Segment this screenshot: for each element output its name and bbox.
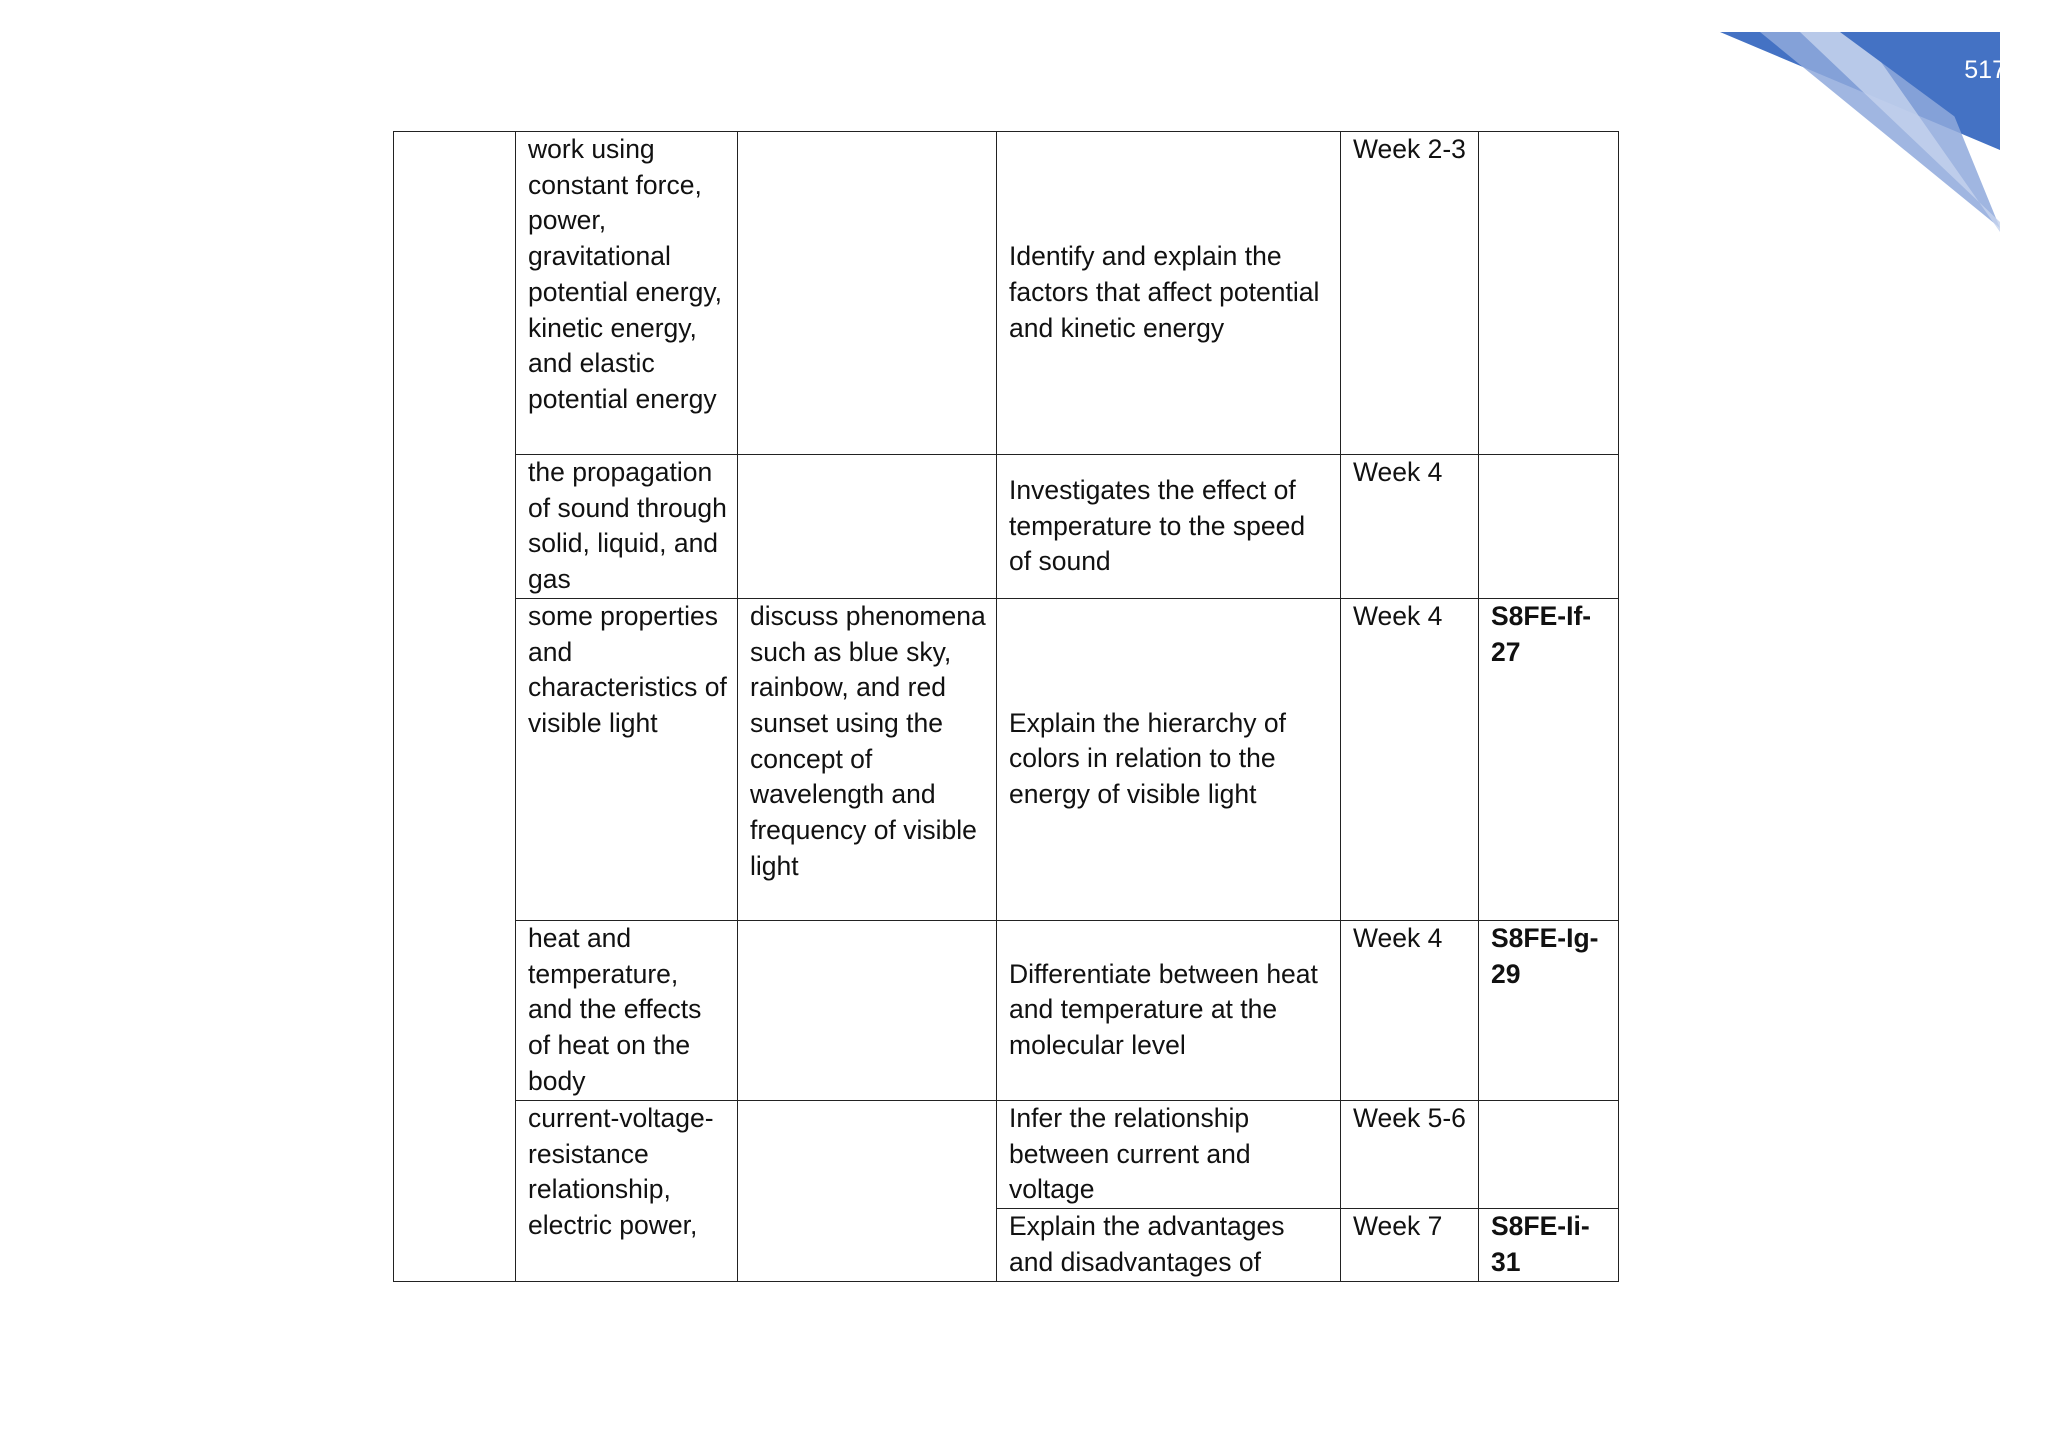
code-cell xyxy=(1479,1100,1619,1208)
performance-cell xyxy=(738,920,997,1100)
code-cell xyxy=(1479,132,1619,455)
week-cell: Week 5-6 xyxy=(1341,1100,1479,1208)
content-cell: current-voltage-resistance relationship, electric power, xyxy=(516,1100,738,1281)
performance-cell xyxy=(738,132,997,455)
code-cell xyxy=(1479,455,1619,599)
code-cell: S8FE-Ig-29 xyxy=(1479,920,1619,1100)
week-cell: Week 7 xyxy=(1341,1208,1479,1281)
competency-cell: Differentiate between heat and temperature at the molecular level xyxy=(997,920,1341,1100)
competency-cell: Explain the hierarchy of colors in relation to the energy of visible light xyxy=(997,598,1341,920)
content-cell: work using constant force, power, gravitational potential energy, kinetic energy, and elastic potential energy xyxy=(516,132,738,455)
code-cell: S8FE-If-27 xyxy=(1479,598,1619,920)
table-row xyxy=(394,455,1619,599)
page-number: 517 xyxy=(1964,56,2006,84)
week-cell: Week 4 xyxy=(1341,598,1479,920)
week-cell: Week 2-3 xyxy=(1341,132,1479,455)
competency-cell: Infer the relationship between current and voltage xyxy=(997,1100,1341,1208)
table-row xyxy=(394,132,1619,455)
table-row xyxy=(394,920,1619,1100)
week-cell: Week 4 xyxy=(1341,455,1479,599)
competency-cell: Investigates the effect of temperature to the speed of sound xyxy=(997,455,1341,599)
domain-cell xyxy=(394,132,516,1282)
competency-cell: Explain the advantages and disadvantages of xyxy=(997,1208,1341,1281)
performance-cell xyxy=(738,455,997,599)
week-cell: Week 4 xyxy=(1341,920,1479,1100)
performance-cell: discuss phenomena such as blue sky, rainbow, and red sunset using the concept of wavelength and frequency of visible light xyxy=(738,598,997,920)
performance-cell xyxy=(738,1100,997,1281)
table-row xyxy=(394,598,1619,920)
competency-cell: Identify and explain the factors that affect potential and kinetic energy xyxy=(997,132,1341,455)
code-cell: S8FE-Ii-31 xyxy=(1479,1208,1619,1281)
curriculum-table xyxy=(393,131,1619,1282)
table-row xyxy=(394,1100,1619,1208)
content-cell: the propagation of sound through solid, liquid, and gas xyxy=(516,455,738,599)
content-cell: heat and temperature, and the effects of heat on the body xyxy=(516,920,738,1100)
content-cell: some properties and characteristics of visible light xyxy=(516,598,738,920)
